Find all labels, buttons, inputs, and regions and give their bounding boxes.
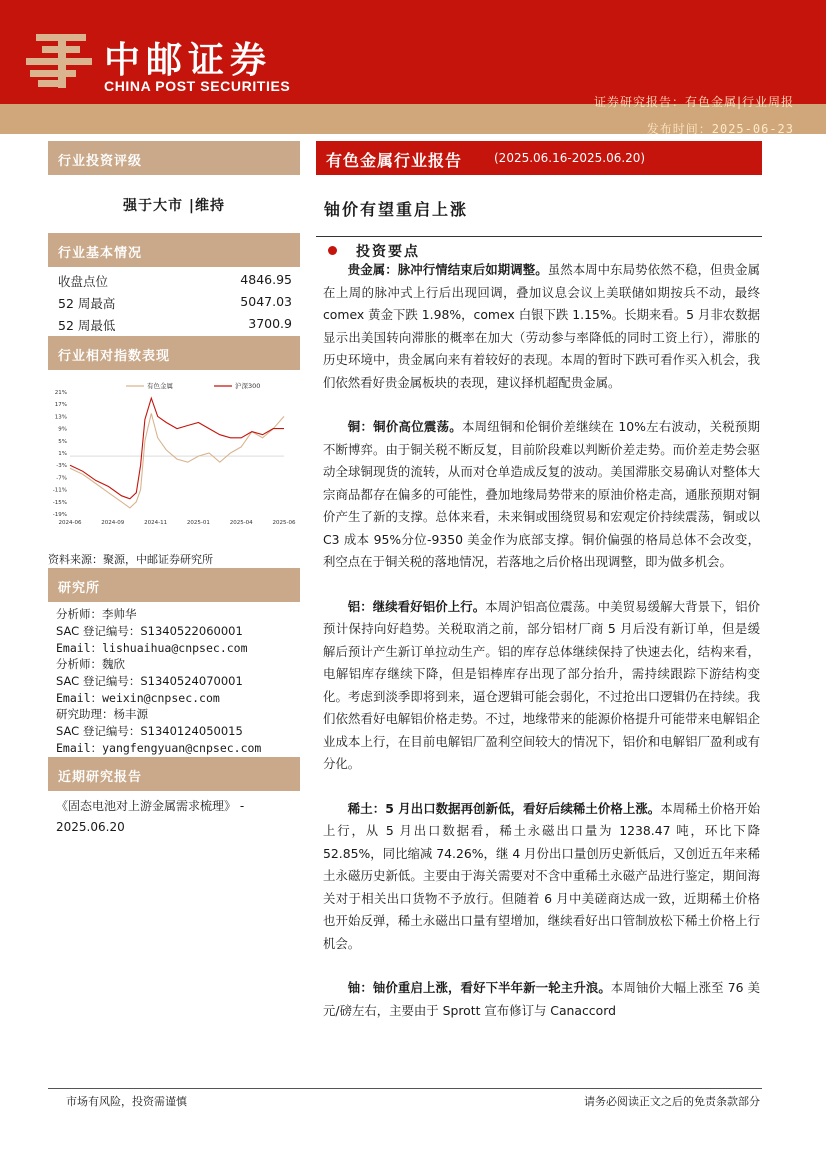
- paragraph-aluminum: [323, 596, 760, 776]
- analyst-email[interactable]: Email：weixin@cnpsec.com: [56, 691, 220, 705]
- basics-value: 4846.95: [240, 272, 292, 287]
- relative-index-chart: [48, 372, 300, 534]
- y-tick-label: 21%: [54, 390, 67, 396]
- basics-row: [58, 294, 292, 312]
- y-tick-label: -15%: [52, 499, 67, 506]
- chart-svg: [48, 372, 300, 534]
- y-tick-label: -11%: [52, 487, 67, 494]
- paragraph-text: 本周纽铜和伦铜价差继续在 10%左右波动，关税预期不断博弈。由于铜关税不断反复，目前阶段难以判断价差走势。而价差走势会驱动全球铜现货的流转，从而对仓单造成反复的波动。美国滞胀交易确认对整体大宗商品都存在偏多的可能性，叠加地缘局势带来的原油价格走高，通胀预期对铜价产生了新的支撑。总体来看，未来铜或围绕贸易和宏观定价持续震荡，铜或以 C3 成本 95%分位-9350 美金作为底部支撑。铜价偏强的格局总体不会改变，利空点在于铜关税的落地情况，若落地之后价格出现调整，即为做多机会。: [323, 419, 761, 569]
- paragraph-lead: 铀：铀价重启上涨，看好下半年新一轮主升浪。: [347, 980, 611, 995]
- series-line-0: [70, 413, 284, 508]
- paragraph-lead: 稀土：5 月出口数据再创新低，看好后续稀土价格上涨。: [347, 800, 661, 816]
- report-body: [323, 259, 760, 1044]
- basics-value: 3700.9: [248, 316, 292, 331]
- y-tick-label: -7%: [56, 475, 67, 482]
- legend-label: 沪深300: [235, 382, 261, 390]
- recent-report-date: 2025.06.20: [56, 820, 125, 834]
- section-divider: [316, 236, 762, 237]
- x-tick-label: 2025-01: [186, 520, 210, 526]
- y-tick-label: 13%: [54, 414, 67, 421]
- basics-label: 52 周最低: [58, 318, 116, 333]
- terms-notice: 请务必阅读正文之后的免责条款部分: [584, 1095, 760, 1108]
- paragraph-rare-earth: [323, 798, 760, 956]
- paragraph-lead: 铜：铜价高位震荡。: [347, 419, 462, 434]
- y-tick-label: 1%: [58, 451, 67, 457]
- paragraph-text: 本周铀价大幅上涨至 76 美元/磅左右，主要由于 Sprott 宣布修订与 Canaccord: [323, 980, 760, 1018]
- china-post-logo-icon: [22, 30, 94, 92]
- paragraph-uranium: [323, 977, 760, 1022]
- y-tick-label: -3%: [56, 463, 67, 470]
- report-title-bar: [316, 141, 762, 175]
- report-title: 有色金属行业报告: [326, 151, 463, 170]
- chart-source: 资料来源：聚源，中邮证券研究所: [48, 553, 213, 566]
- analyst-name: 分析师：魏欣: [56, 657, 125, 671]
- basics-row: [58, 316, 292, 334]
- assistant-email[interactable]: Email：yangfengyuan@cnpsec.com: [56, 741, 262, 755]
- series-line-1: [70, 398, 284, 499]
- paragraph-copper: [323, 416, 760, 574]
- x-tick-label: 2024-06: [58, 520, 82, 526]
- header-band: [0, 0, 826, 134]
- x-tick-label: 2024-09: [101, 520, 125, 526]
- y-tick-label: 9%: [58, 426, 67, 433]
- paragraph-text: 虽然本周中东局势依然不稳，但贵金属在上周的脉冲式上行后出现回调，叠加议息会议上美联储如期按兵不动，最终 comex 黄金下跌 1.98%，comex 白银下跌 1.15%。长期来看。5 月非农数据显示出美国转向滞胀的概率在加大（劳动参与率降低的同时工资上行），滞胀的历史环境中，贵金属向来有着较好的表现。本周的暂时下跌可看作买入机会，我们依然看好贵金属板块的表现，建议择机超配贵金属。: [323, 262, 760, 390]
- legend-label: 有色金属: [147, 382, 173, 390]
- paragraph-lead: 铝：继续看好铝价上行。: [347, 598, 486, 614]
- recent-report-title[interactable]: 《固态电池对上游金属需求梳理》 -: [56, 799, 245, 813]
- y-tick-label: 17%: [54, 402, 67, 409]
- basics-heading: 行业基本情况: [48, 233, 300, 267]
- paragraph-precious-metals: [323, 259, 760, 394]
- footer-divider: [48, 1088, 762, 1089]
- x-tick-label: 2025-04: [229, 520, 253, 526]
- basics-label: 收盘点位: [58, 274, 109, 289]
- analyst-email[interactable]: Email：lishuaihua@cnpsec.com: [56, 641, 248, 655]
- sac-number: SAC 登记编号：S1340524070001: [56, 674, 243, 688]
- research-heading: 研究所: [48, 568, 300, 602]
- basics-value: 5047.03: [240, 294, 292, 309]
- sac-number: SAC 登记编号：S1340124050015: [56, 724, 243, 738]
- brand-name-en: CHINA POST SECURITIES: [104, 78, 291, 94]
- report-date-range: (2025.06.16-2025.06.20): [494, 151, 646, 165]
- x-tick-label: 2025-06: [272, 520, 296, 526]
- publish-date: 发布时间：2025-06-23: [646, 122, 794, 134]
- y-tick-label: 5%: [58, 438, 67, 445]
- performance-heading: 行业相对指数表现: [48, 336, 300, 370]
- risk-disclaimer: 市场有风险，投资需谨慎: [66, 1095, 187, 1108]
- sac-number: SAC 登记编号：S1340522060001: [56, 624, 243, 638]
- bullet-icon: [328, 246, 337, 255]
- paragraph-lead: 贵金属：脉冲行情结束后如期调整。: [347, 262, 548, 277]
- rating-value: 强于大市 |维持: [123, 198, 225, 214]
- x-tick-label: 2024-11: [144, 520, 168, 526]
- report-category: 证券研究报告：有色金属|行业周报: [593, 95, 794, 109]
- rating-heading: 行业投资评级: [48, 141, 300, 175]
- section-title: 投资要点: [356, 244, 420, 260]
- report-headline: 铀价有望重启上涨: [324, 200, 469, 219]
- basics-row: [58, 272, 292, 290]
- assistant-name: 研究助理：杨丰源: [56, 707, 148, 721]
- basics-label: 52 周最高: [58, 296, 116, 311]
- y-tick-label: -19%: [52, 512, 67, 518]
- paragraph-text: 本周稀土价格开始上行，从 5 月出口数据看，稀土永磁出口量为 1238.47 吨，环比下降 52.85%，同比缩减 74.26%，继 4 月份出口量创历史新低后，又创近五年来稀土永磁历史新低。主要由于海关需要对不含中重稀土永磁产品进行鉴定，期间海关对于相关出口货物不予放行。但随着 6 月中美磋商达成一致，近期稀土价格也开始反弹，稀土永磁出口量有望增加，继续看好出口管制放松下稀土价格上行机会。: [323, 800, 761, 951]
- recent-reports-heading: 近期研究报告: [48, 757, 300, 791]
- brand-name-cn: 中邮证券: [104, 40, 273, 81]
- paragraph-text: 本周沪铝高位震荡。中美贸易缓解大背景下，铝价预计保持向好趋势。关税取消之前，部分铝材厂商 5 月后没有新订单，但是缓解后预计产生新订单拉动生产。铝的库存总体继续保持了快速去化，结构来看，电解铝库存继续下降，但是铝棒库存出现了部分抬升，需持续跟踪下游结构变化。考虑到淡季即将到来，逼仓逻辑可能会弱化，不过抢出口逻辑仍在持续。我们依然看好电解铝价格走势。不过，地缘带来的能源价格提升可能带来电解铝企业成本上行，在目前电解铝厂盈利空间较大的情况下，铝价和电解铝厂盈利或有分化。: [323, 598, 761, 771]
- analyst-name: 分析师：李帅华: [56, 607, 137, 621]
